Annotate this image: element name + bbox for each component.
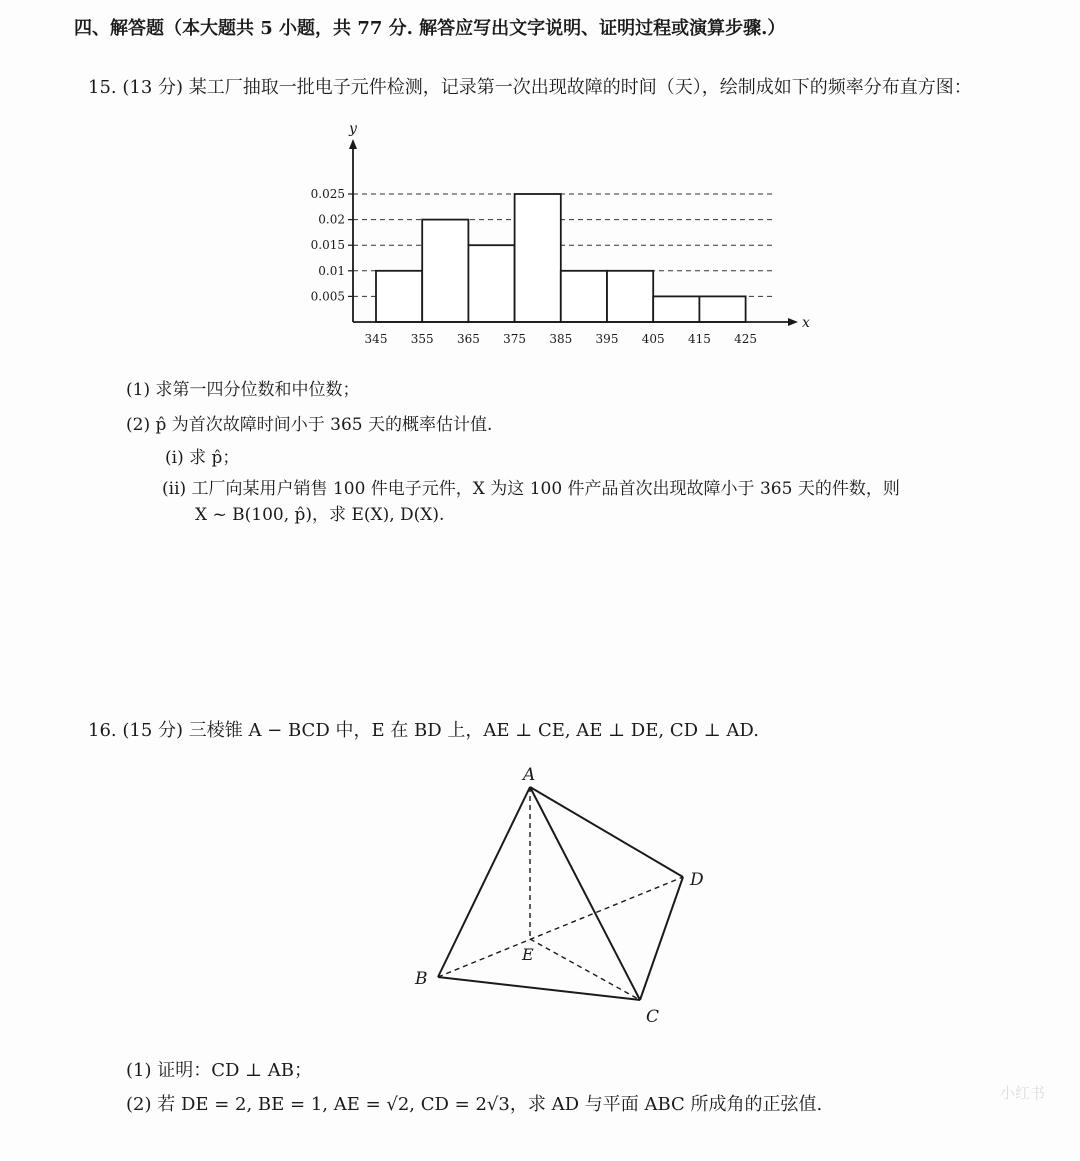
q15-part2-i: (i) 求 p̂； — [165, 448, 240, 468]
edge-CD — [640, 877, 683, 1000]
pyramid-diagram — [400, 755, 740, 1045]
x-tick-label: 385 — [549, 332, 573, 346]
histogram-bar — [468, 245, 514, 322]
y-tick-label: 0.005 — [310, 289, 345, 304]
q16-stem: 16. (15 分) 三棱锥 A − BCD 中，E 在 BD 上，AE ⊥ CE, AE ⊥ DE, CD ⊥ AD. — [88, 720, 759, 741]
histogram-bar — [422, 220, 468, 322]
x-axis-label: x — [802, 315, 810, 331]
y-tick-label: 0.025 — [310, 187, 345, 201]
x-axis-arrow — [788, 318, 798, 326]
q15-part1: (1) 求第一四分位数和中位数； — [126, 380, 360, 400]
histogram-bar — [699, 296, 745, 322]
edge-AB — [438, 787, 530, 977]
section-title: 四、解答题（本大题共 5 小题，共 77 分. 解答应写出文字说明、证明过程或演算步骤.） — [74, 18, 786, 39]
vertex-label-E: E — [522, 945, 534, 964]
q15-stem: 15. (13 分) 某工厂抽取一批电子元件检测，记录第一次出现故障的时间（天），绘制成如下的频率分布直方图： — [88, 77, 972, 98]
q15-part2-ii-line1: (ii) 工厂向某用户销售 100 件电子元件，X 为这 100 件产品首次出现故障小于 365 天的件数，则 — [162, 479, 900, 499]
x-tick-label: 405 — [641, 332, 665, 346]
x-tick-label: 355 — [410, 332, 434, 346]
histogram-bar — [653, 296, 699, 322]
histogram-bar — [376, 271, 422, 322]
vertex-label-D: D — [690, 870, 704, 890]
y-axis-label: y — [349, 121, 357, 137]
x-tick-label: 415 — [687, 332, 711, 346]
watermark-logo: 小红书 — [1000, 1084, 1046, 1102]
q15-part2-ii-line2: X ~ B(100, p̂)，求 E(X), D(X). — [195, 505, 445, 525]
x-tick-label: 345 — [364, 332, 388, 346]
x-tick-label: 365 — [456, 332, 480, 346]
edge-BD — [438, 877, 683, 977]
vertex-label-B: B — [415, 969, 428, 989]
edge-BC — [438, 977, 640, 1000]
vertex-label-A: A — [523, 765, 536, 785]
histogram-bar — [561, 271, 607, 322]
y-tick-label: 0.01 — [318, 263, 345, 278]
histogram-bar — [607, 271, 653, 322]
x-tick-label: 395 — [595, 332, 619, 346]
q16-part2: (2) 若 DE = 2, BE = 1, AE = √2, CD = 2√3，求 AD 与平面 ABC 所成角的正弦值. — [126, 1094, 823, 1115]
x-tick-label: 375 — [503, 332, 527, 346]
vertex-label-C: C — [646, 1007, 660, 1027]
y-axis-arrow — [349, 139, 357, 149]
y-tick-label: 0.02 — [318, 212, 345, 227]
q15-part2: (2) p̂ 为首次故障时间小于 365 天的概率估计值. — [126, 415, 493, 435]
histogram-chart — [290, 115, 810, 355]
y-tick-label: 0.015 — [310, 238, 345, 253]
x-tick-label: 425 — [734, 332, 758, 346]
histogram-bar — [515, 194, 561, 322]
q16-part1: (1) 证明：CD ⊥ AB； — [126, 1060, 313, 1081]
